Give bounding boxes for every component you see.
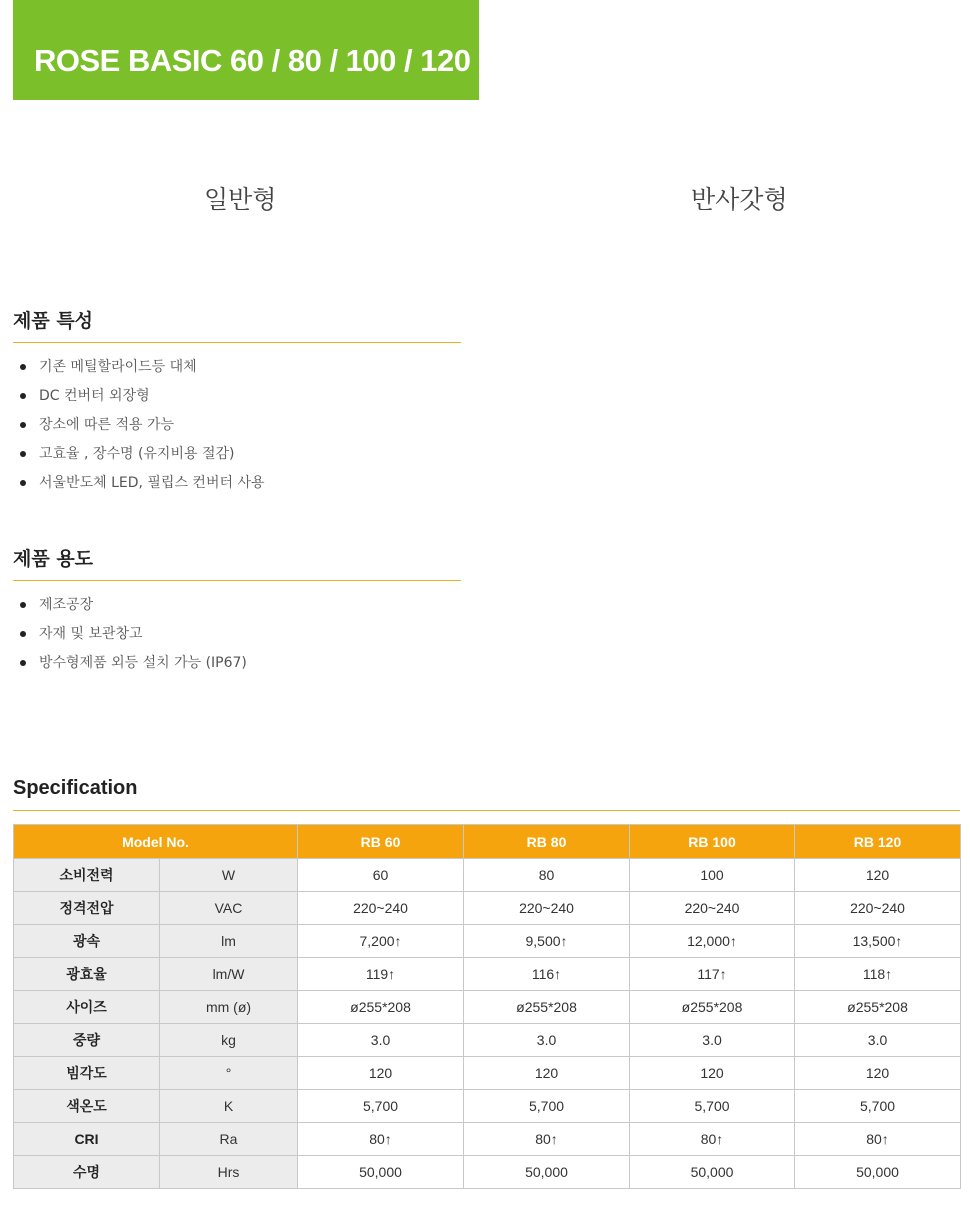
spec-unit: lm/W [160, 958, 298, 991]
table-row [14, 958, 961, 991]
usage-section-header [13, 544, 461, 581]
features-list [20, 358, 265, 503]
spec-value: 50,000 [795, 1156, 961, 1189]
spec-name: 사이즈 [14, 991, 160, 1024]
spec-value: ø255*208 [298, 991, 464, 1024]
list-item: 자재 및 보관창고 [20, 625, 247, 654]
spec-value: 60 [298, 859, 464, 892]
table-row [14, 1057, 961, 1090]
spec-unit: W [160, 859, 298, 892]
table-row [14, 1156, 961, 1189]
spec-name: CRI [14, 1123, 160, 1156]
spec-unit: K [160, 1090, 298, 1123]
features-section-header [13, 306, 461, 343]
spec-name: 광효율 [14, 958, 160, 991]
list-item: 기존 메틸할라이드등 대체 [20, 358, 265, 387]
spec-unit: VAC [160, 892, 298, 925]
variant-label-standard: 일반형 [204, 185, 277, 214]
usage-heading: 제품 용도 [13, 548, 94, 570]
spec-value: 7,200↑ [298, 925, 464, 958]
spec-value: ø255*208 [464, 991, 630, 1024]
table-row [14, 925, 961, 958]
model-no-header: Model No. [14, 825, 298, 859]
spec-unit: mm (ø) [160, 991, 298, 1024]
model-header: RB 100 [630, 825, 795, 859]
spec-value: 116↑ [464, 958, 630, 991]
variant-label-reflector: 반사갓형 [691, 185, 788, 214]
spec-heading: Specification [13, 777, 138, 799]
spec-unit: Hrs [160, 1156, 298, 1189]
spec-name: 중량 [14, 1024, 160, 1057]
spec-value: 118↑ [795, 958, 961, 991]
list-item: DC 컨버터 외장형 [20, 387, 265, 416]
table-row [14, 1123, 961, 1156]
model-header: RB 60 [298, 825, 464, 859]
list-item: 방수형제품 외등 설치 가능 (IP67) [20, 654, 247, 683]
spec-unit: lm [160, 925, 298, 958]
spec-value: 3.0 [630, 1024, 795, 1057]
spec-value: 80↑ [298, 1123, 464, 1156]
title-banner [13, 0, 479, 100]
spec-value: 9,500↑ [464, 925, 630, 958]
table-row [14, 859, 961, 892]
list-item: 장소에 따른 적용 가능 [20, 416, 265, 445]
table-row [14, 991, 961, 1024]
spec-name: 정격전압 [14, 892, 160, 925]
spec-value: 80↑ [464, 1123, 630, 1156]
spec-value: 50,000 [464, 1156, 630, 1189]
spec-value: 5,700 [630, 1090, 795, 1123]
usage-list [20, 596, 247, 683]
spec-value: 220~240 [795, 892, 961, 925]
spec-value: 5,700 [795, 1090, 961, 1123]
table-row [14, 892, 961, 925]
list-item: 제조공장 [20, 596, 247, 625]
table-row [14, 1024, 961, 1057]
spec-value: 13,500↑ [795, 925, 961, 958]
spec-unit: ° [160, 1057, 298, 1090]
spec-value: 120 [298, 1057, 464, 1090]
spec-name: 광속 [14, 925, 160, 958]
model-header: RB 120 [795, 825, 961, 859]
spec-value: ø255*208 [630, 991, 795, 1024]
spec-value: ø255*208 [795, 991, 961, 1024]
list-item: 서울반도체 LED, 필립스 컨버터 사용 [20, 474, 265, 503]
spec-value: 50,000 [298, 1156, 464, 1189]
spec-value: 5,700 [298, 1090, 464, 1123]
spec-value: 5,700 [464, 1090, 630, 1123]
features-heading: 제품 특성 [13, 310, 94, 332]
spec-table [13, 824, 961, 1189]
spec-header-row [14, 825, 961, 859]
list-item: 고효율 , 장수명 (유지비용 절감) [20, 445, 265, 474]
spec-value: 80 [464, 859, 630, 892]
spec-value: 100 [630, 859, 795, 892]
spec-unit: kg [160, 1024, 298, 1057]
spec-value: 220~240 [630, 892, 795, 925]
spec-value: 80↑ [630, 1123, 795, 1156]
spec-value: 80↑ [795, 1123, 961, 1156]
spec-value: 120 [630, 1057, 795, 1090]
spec-name: 색온도 [14, 1090, 160, 1123]
spec-value: 120 [464, 1057, 630, 1090]
table-row [14, 1090, 961, 1123]
spec-name: 수명 [14, 1156, 160, 1189]
spec-value: 117↑ [630, 958, 795, 991]
spec-name: 소비전력 [14, 859, 160, 892]
spec-name: 빔각도 [14, 1057, 160, 1090]
model-header: RB 80 [464, 825, 630, 859]
spec-value: 220~240 [298, 892, 464, 925]
spec-value: 120 [795, 1057, 961, 1090]
spec-value: 50,000 [630, 1156, 795, 1189]
spec-value: 12,000↑ [630, 925, 795, 958]
spec-value: 3.0 [795, 1024, 961, 1057]
spec-value: 220~240 [464, 892, 630, 925]
spec-section-header [13, 777, 960, 811]
spec-unit: Ra [160, 1123, 298, 1156]
spec-value: 119↑ [298, 958, 464, 991]
spec-value: 3.0 [464, 1024, 630, 1057]
spec-value: 3.0 [298, 1024, 464, 1057]
page-title: ROSE BASIC 60 / 80 / 100 / 120 [34, 43, 471, 78]
spec-value: 120 [795, 859, 961, 892]
